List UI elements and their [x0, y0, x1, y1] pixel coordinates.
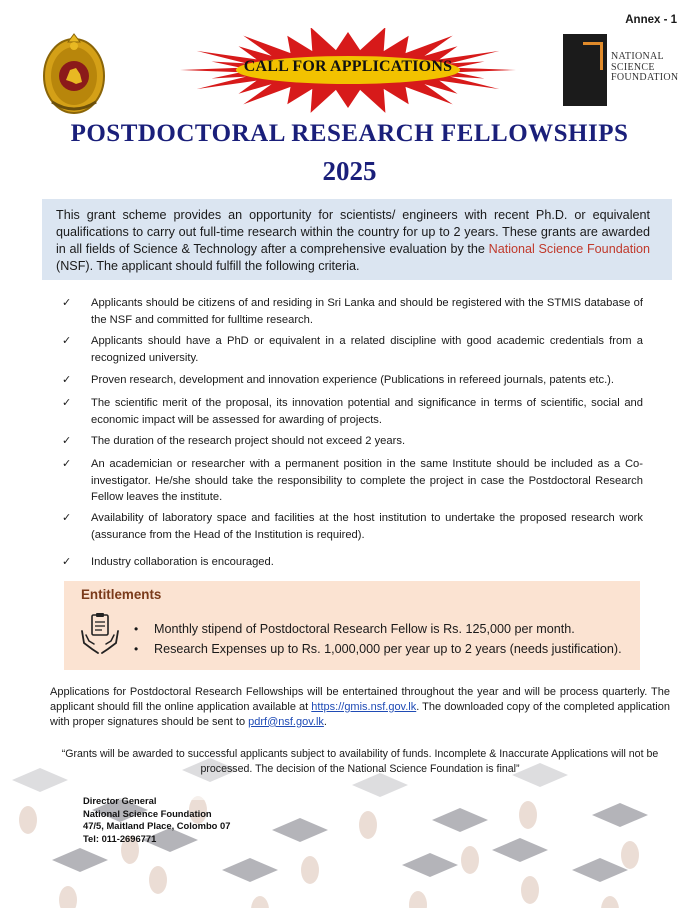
- criteria-text: Proven research, development and innovation experience (Publications in refereed journals, patents etc.).: [91, 374, 615, 386]
- nsf-logo-line: FOUNDATION: [611, 72, 679, 83]
- criteria-item: [62, 456, 662, 506]
- nsf-logo-line: NATIONAL: [611, 51, 664, 62]
- intro-box: [42, 199, 672, 280]
- page-title: POSTDOCTORAL RESEARCH FELLOWSHIPS: [70, 120, 629, 147]
- bullet-icon: •: [134, 642, 139, 656]
- nsf-logo-accent-vertical: [600, 42, 603, 70]
- call-for-applications-banner: [178, 28, 518, 120]
- raised-hand-shape: [359, 811, 377, 839]
- checkmark-icon: ✓: [62, 397, 72, 409]
- raised-hand-shape: [621, 841, 639, 869]
- application-text-end: .: [323, 715, 327, 728]
- entitlement-item: [134, 619, 622, 639]
- criteria-text: Industry collaboration is encouraged.: [91, 556, 274, 568]
- raised-hand-shape: [19, 806, 37, 834]
- criteria-item: [62, 372, 662, 389]
- application-text: Applications for Postdoctoral Research Fellowships will be entertained throughout the year and will be process quarterly. The applicant should fill the online application available at: [50, 686, 670, 713]
- nsf-logo: [563, 34, 683, 106]
- graduation-cap-icon: [492, 838, 548, 862]
- checkmark-icon: ✓: [62, 435, 72, 447]
- raised-hand-shape: [251, 896, 269, 908]
- graduation-cap-icon: [592, 803, 648, 827]
- disclaimer-quote: “Grants will be awarded to successful applicants subject to availability of funds. Incomplete & Inaccurate Applications will not be processed. The decision of the National Science Foundation is final”: [61, 748, 659, 775]
- banner-text: CALL FOR APPLICATIONS: [243, 58, 453, 75]
- checkmark-icon: ✓: [62, 335, 72, 347]
- graduation-cap-icon: [52, 848, 108, 872]
- sri-lanka-emblem-icon: [42, 32, 106, 114]
- intro-text-end: (NSF). The applicant should fulfill the following criteria.: [56, 259, 360, 273]
- entitlements-heading: Entitlements: [81, 587, 162, 602]
- intro-text: This grant scheme provides an opportunity for scientists/ engineers with recent Ph.D. or equivalent qualifications to carry out full-time research within the country for up to 2 years. These grants are awarded in all fields of Science & Technology after a comprehensive evaluation by the: [56, 208, 650, 256]
- bullet-icon: •: [134, 622, 139, 636]
- raised-hand-shape: [59, 886, 77, 908]
- entitlement-item: [134, 639, 622, 659]
- raised-hand-shape: [519, 801, 537, 829]
- application-instructions: [50, 685, 670, 729]
- checkmark-icon: ✓: [62, 297, 72, 309]
- criteria-item: [62, 395, 662, 428]
- criteria-item: [62, 554, 662, 571]
- nsf-logo-text: [611, 52, 678, 84]
- criteria-text: The duration of the research project should not exceed 2 years.: [91, 435, 406, 447]
- raised-hand-shape: [461, 846, 479, 874]
- checkmark-icon: ✓: [62, 374, 72, 386]
- raised-hand-shape: [409, 891, 427, 908]
- checkmark-icon: ✓: [62, 512, 72, 524]
- intro-highlight: National Science Foundation: [488, 242, 651, 256]
- criteria-item: [62, 433, 662, 450]
- criteria-text: An academician or researcher with a permanent position in the same Institute should be included as a Co-investigator. He/she should take the responsibility to complete the project in case the Postdoctoral Research Fellow leaves the institute.: [91, 458, 643, 503]
- raised-hand-shape: [301, 856, 319, 884]
- annex-label: Annex - 1: [625, 14, 677, 26]
- graduation-cap-icon: [222, 858, 278, 882]
- graduation-cap-icon: [272, 818, 328, 842]
- page-year: 2025: [322, 156, 377, 186]
- hands-clipboard-icon: [80, 613, 120, 655]
- criteria-text: Applicants should have a PhD or equivalent in a related discipline with good academic credentials from a recognized university.: [91, 335, 643, 364]
- entitlement-text: Monthly stipend of Postdoctoral Research Fellow is Rs. 125,000 per month.: [154, 622, 575, 636]
- raised-hand-shape: [149, 866, 167, 894]
- contact-phone: Tel: 011-2696771: [83, 832, 157, 844]
- checkmark-icon: ✓: [62, 458, 72, 470]
- checkmark-icon: ✓: [62, 556, 72, 568]
- contact-title: Director General: [83, 795, 157, 806]
- graduation-cap-icon: [572, 858, 628, 882]
- criteria-item: [62, 333, 662, 366]
- contact-address: 47/5, Maitland Place, Colombo 07: [83, 820, 231, 831]
- email-link[interactable]: pdrf@nsf.gov.lk: [248, 715, 324, 728]
- criteria-text: Availability of laboratory space and facilities at the host institution to undertake the proposed research work (assurance from the Head of the Institution is required).: [91, 512, 643, 541]
- criteria-text: The scientific merit of the proposal, its innovation potential and significance in terms of scientific, social and economic impact will be assessed for awarding of projects.: [91, 397, 643, 426]
- contact-block: [83, 795, 230, 845]
- nsf-logo-line: SCIENCE: [611, 61, 655, 73]
- entitlements-box: [64, 581, 640, 670]
- entitlement-text: Research Expenses up to Rs. 1,000,000 per year up to 2 years (needs justification).: [154, 642, 622, 656]
- criteria-text: Applicants should be citizens of and residing in Sri Lanka and should be registered with the STMIS database of the NSF and committed for fulltime research.: [91, 297, 643, 326]
- raised-hand-shape: [521, 876, 539, 904]
- criteria-item: [62, 510, 662, 543]
- graduation-cap-icon: [432, 808, 488, 832]
- contact-organization: National Science Foundation: [83, 807, 212, 819]
- application-text-mid: . The downloaded copy of the completed application with proper signatures should be sent to: [50, 700, 670, 728]
- graduation-cap-icon: [402, 853, 458, 877]
- criteria-item: [62, 295, 662, 328]
- entitlements-list: [134, 619, 622, 659]
- raised-hand-shape: [601, 896, 619, 908]
- gmis-link[interactable]: https://gmis.nsf.gov.lk: [311, 700, 417, 713]
